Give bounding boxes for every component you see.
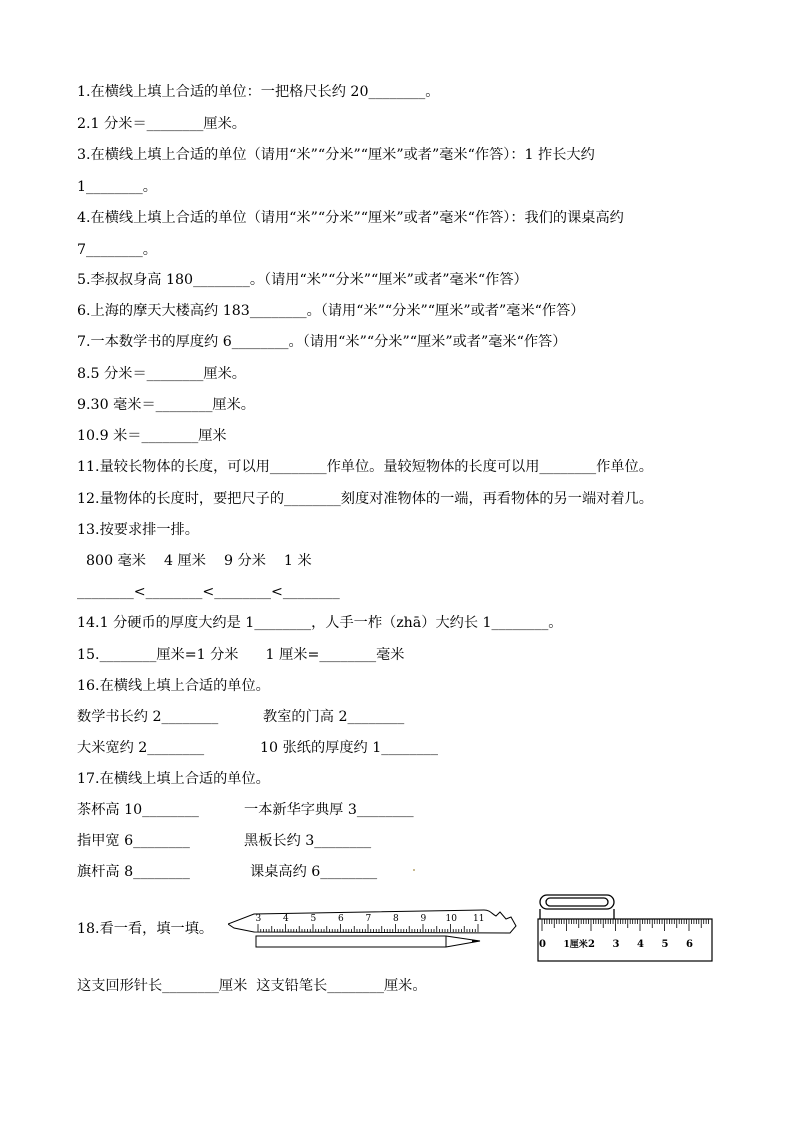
pencil-ruler-figure [228,906,528,954]
question-18: 18.看一看，填一填。 [77,921,214,937]
question-4-line-2: 7________。 [77,242,157,258]
question-2: 2.1 分米＝________厘米。 [77,116,246,132]
question-7: 7.一本数学书的厚度约 6________。（请用“米”“分米”“厘米”或者”毫米“作答） [77,334,567,350]
question-13: 13.按要求排一排。 [77,522,199,538]
broken-ruler-label: 10 [445,914,457,924]
question-10: 10.9 米＝________厘米 [77,428,227,444]
ruler-label: 2 [588,939,595,950]
q16-item: 数学书长约 2________ [77,709,219,725]
question-3-line-2: 1________。 [77,179,157,195]
question-4-line-1: 4.在横线上填上合适的单位（请用“米”“分米”“厘米”或者”毫米“作答）：我们的课桌高约 [77,210,624,226]
paperclip-ruler-figure [536,893,716,965]
stray-dot [413,869,415,871]
broken-ruler-label: 6 [338,914,344,924]
question-11: 11.量较长物体的长度，可以用________作单位。量较短物体的长度可以用________作单位。 [77,459,653,475]
q17-item: 旗杆高 8________ [77,864,190,880]
q17-item: 课桌高约 6________ [250,864,378,880]
q16-item: 10 张纸的厚度约 1________ [260,740,438,756]
broken-ruler-label: 3 [255,914,262,924]
paperclip [540,895,614,919]
question-5: 5.李叔叔身高 180________。（请用“米”“分米”“厘米”或者”毫米“作答） [77,272,528,288]
question-16: 16.在横线上填上合适的单位。 [77,678,270,694]
question-18-answer: 这支回形针长________厘米 这支铅笔长________厘米。 [77,978,427,994]
question-9: 9.30 毫米＝________厘米。 [77,397,255,413]
question-1: 1.在横线上填上合适的单位：一把格尺长约 20________。 [77,84,440,100]
question-6: 6.上海的摩天大楼高约 183________。（请用“米”“分米”“厘米”或者”毫米“作答） [77,303,585,319]
q17-item: 一本新华字典厚 3________ [244,802,414,818]
broken-ruler-label: 11 [473,914,485,924]
question-17: 17.在横线上填上合适的单位。 [77,771,270,787]
q17-item: 指甲宽 6________ [77,833,190,849]
question-3-line-1: 3.在横线上填上合适的单位（请用“米”“分米”“厘米”或者”毫米“作答）：1 拃长大约 [77,147,595,163]
ruler-label: 5 [661,939,669,950]
broken-ruler-label: 9 [420,914,427,924]
question-12: 12.量物体的长度时，要把尺子的________刻度对准物体的一端，再看物体的另一端对着几。 [77,491,653,507]
ruler-label: 4 [637,939,644,950]
broken-ruler-label: 5 [310,914,317,924]
question-14: 14.1 分硬币的厚度大约是 1________，人手一柞（zhā）大约长 1________。 [77,615,563,631]
q17-item: 茶杯高 10________ [77,802,199,818]
ruler-label: 3 [612,939,620,950]
q16-item: 教室的门高 2________ [263,709,405,725]
question-13-order: ________<________<________<________ [77,584,340,600]
question-15: 15.________厘米=1 分米 1 厘米=________毫米 [77,647,405,663]
broken-ruler-label: 4 [283,914,289,924]
ruler-label: 6 [686,939,693,950]
ruler-label: 1厘米 [563,940,588,950]
broken-ruler-label: 7 [365,914,372,924]
q16-item: 大米宽约 2________ [77,740,205,756]
q17-item: 黑板长约 3________ [244,833,372,849]
question-8: 8.5 分米＝________厘米。 [77,366,246,382]
ruler-label: 0 [539,939,546,950]
question-13-items: 800 毫米 4 厘米 9 分米 1 米 [77,553,312,569]
broken-ruler-label: 8 [393,914,399,924]
